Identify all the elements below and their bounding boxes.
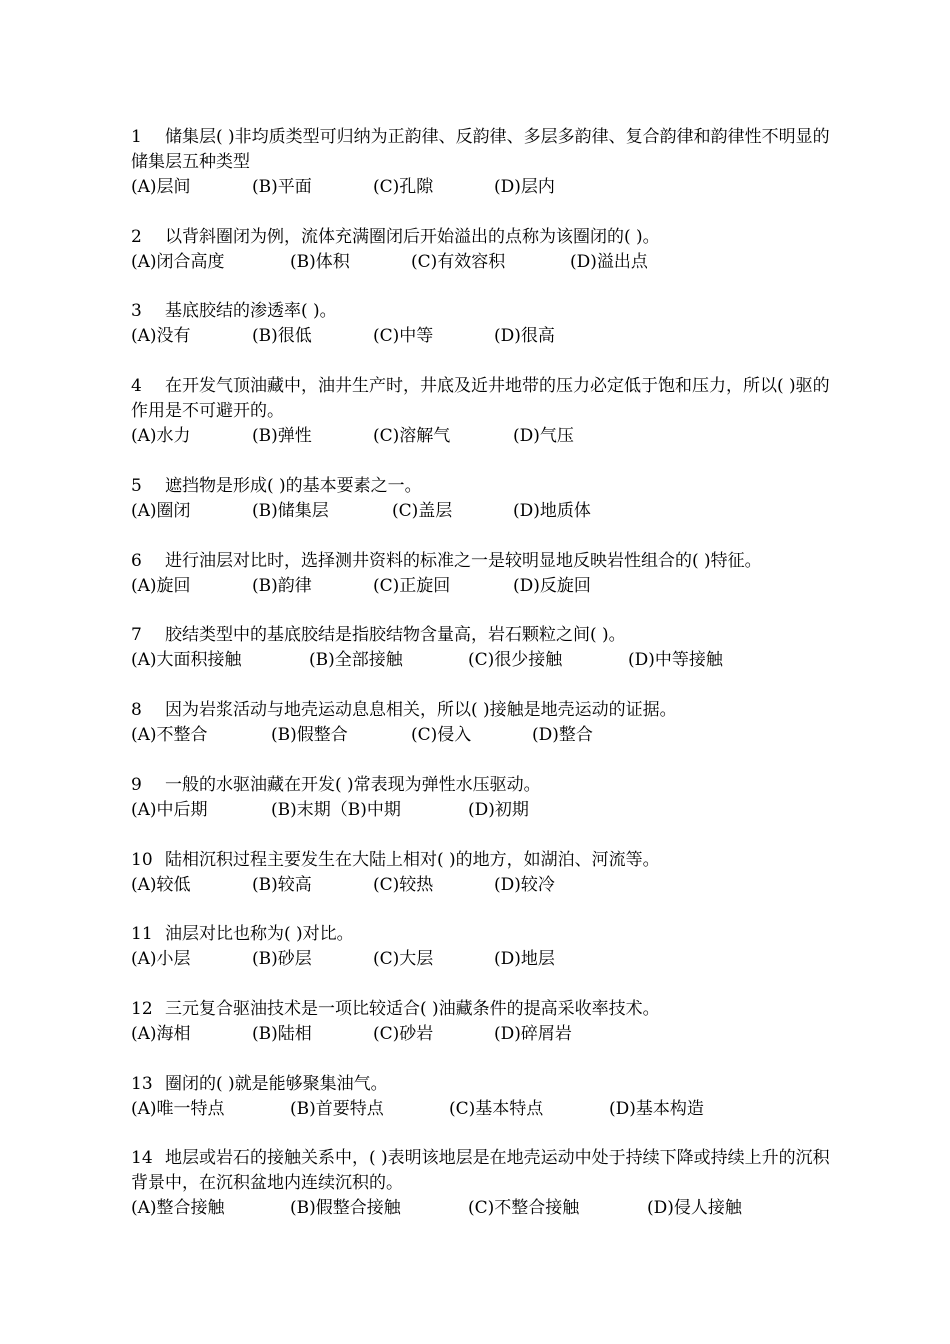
option-c: (C)大层 — [373, 949, 434, 969]
question-text: 储集层( )非均质类型可归纳为正韵律、反韵律、多层多韵律、复合韵律和韵律性不明显的储集层五种类型 — [131, 127, 830, 172]
option-c: (C)盖层 — [392, 501, 453, 521]
question-number: 12 — [131, 999, 153, 1019]
question-text: 地层或岩石的接触关系中，( )表明该地层是在地壳运动中处于持续下降或持续上升的沉积背景中，在沉积盆地内连续沉积的。 — [131, 1148, 830, 1193]
question-text: 因为岩浆活动与地壳运动息息相关，所以( )接触是地壳运动的证据。 — [165, 700, 677, 720]
option-d: (D)中等接触 — [628, 650, 723, 670]
option-c: (C)有效容积 — [411, 252, 506, 272]
question-number: 14 — [131, 1148, 153, 1168]
question-text: 进行油层对比时，选择测井资料的标准之一是较明显地反映岩性组合的( )特征。 — [165, 551, 762, 571]
question-4 — [131, 374, 841, 449]
option-a: (A)海相 — [131, 1024, 191, 1044]
question-number: 7 — [131, 625, 142, 645]
option-c: (C)孔隙 — [373, 177, 434, 197]
option-a: (A)水力 — [131, 426, 191, 446]
option-b: (B)平面 — [252, 177, 312, 197]
option-b: (B)很低 — [252, 326, 312, 346]
question-13 — [131, 1072, 841, 1122]
option-b: (B)弹性 — [252, 426, 312, 446]
question-text: 以背斜圈闭为例，流体充满圈闭后开始溢出的点称为该圈闭的( )。 — [165, 227, 660, 247]
question-12 — [131, 997, 841, 1047]
option-b: (B)较高 — [252, 875, 312, 895]
option-a: (A)圈闭 — [131, 501, 191, 521]
answer-options — [131, 798, 841, 823]
question-stem — [131, 474, 841, 499]
option-a: (A)不整合 — [131, 725, 208, 745]
option-d: (D)气压 — [513, 426, 574, 446]
question-stem — [131, 997, 841, 1022]
answer-options — [131, 574, 841, 599]
option-b: (B)全部接触 — [309, 650, 403, 670]
option-b: (B)韵律 — [252, 576, 312, 596]
option-b: (B)体积 — [290, 252, 350, 272]
option-d: (D)地质体 — [513, 501, 591, 521]
option-c: (C)溶解气 — [373, 426, 451, 446]
question-number: 5 — [131, 476, 142, 496]
question-stem — [131, 848, 841, 873]
option-b: (B)砂层 — [252, 949, 312, 969]
answer-options — [131, 175, 841, 200]
option-d: (D)溢出点 — [570, 252, 648, 272]
question-stem — [131, 1146, 841, 1196]
answer-options — [131, 424, 841, 449]
answer-options — [131, 499, 841, 524]
option-b: (B)陆相 — [252, 1024, 312, 1044]
question-text: 胶结类型中的基底胶结是指胶结物含量高，岩石颗粒之间( )。 — [165, 625, 626, 645]
option-c: (C)较热 — [373, 875, 434, 895]
question-10 — [131, 848, 841, 898]
question-1 — [131, 125, 841, 200]
option-a: (A)唯一特点 — [131, 1099, 225, 1119]
question-3 — [131, 299, 841, 349]
question-8 — [131, 698, 841, 748]
question-text: 在开发气顶油藏中，油井生产时，井底及近井地带的压力必定低于饱和压力，所以( )驱的作用是不可避开的。 — [131, 376, 830, 421]
option-c: (C)正旋回 — [373, 576, 451, 596]
answer-options — [131, 947, 841, 972]
question-stem — [131, 1072, 841, 1097]
question-number: 4 — [131, 376, 142, 396]
option-d: (D)初期 — [468, 800, 529, 820]
question-number: 3 — [131, 301, 142, 321]
option-c: (C)基本特点 — [449, 1099, 544, 1119]
question-stem — [131, 125, 841, 175]
option-b: (B)储集层 — [252, 501, 329, 521]
option-d: (D)反旋回 — [513, 576, 591, 596]
option-a: (A)中后期 — [131, 800, 208, 820]
question-5 — [131, 474, 841, 524]
option-a: (A)整合接触 — [131, 1198, 225, 1218]
option-d: (D)碎屑岩 — [494, 1024, 572, 1044]
answer-options — [131, 723, 841, 748]
option-d: (D)层内 — [494, 177, 555, 197]
question-6 — [131, 549, 841, 599]
question-stem — [131, 374, 841, 424]
answer-options — [131, 648, 841, 673]
question-text: 遮挡物是形成( )的基本要素之一。 — [165, 476, 422, 496]
question-9 — [131, 773, 841, 823]
question-number: 8 — [131, 700, 142, 720]
question-text: 圈闭的( )就是能够聚集油气。 — [165, 1074, 388, 1094]
option-d: (D)侵人接触 — [647, 1198, 742, 1218]
question-number: 11 — [131, 924, 153, 944]
question-14 — [131, 1146, 841, 1221]
question-text: 油层对比也称为( )对比。 — [165, 924, 354, 944]
answer-options — [131, 1196, 841, 1221]
option-d: (D)基本构造 — [609, 1099, 704, 1119]
option-c: (C)砂岩 — [373, 1024, 434, 1044]
answer-options — [131, 873, 841, 898]
answer-options — [131, 324, 841, 349]
question-stem — [131, 698, 841, 723]
question-number: 13 — [131, 1074, 153, 1094]
question-11 — [131, 922, 841, 972]
option-a: (A)较低 — [131, 875, 191, 895]
question-stem — [131, 549, 841, 574]
answer-options — [131, 1097, 841, 1122]
question-stem — [131, 225, 841, 250]
option-b: (B)首要特点 — [290, 1099, 384, 1119]
question-number: 2 — [131, 227, 142, 247]
option-d: (D)很高 — [494, 326, 555, 346]
answer-options — [131, 250, 841, 275]
question-text: 陆相沉积过程主要发生在大陆上相对( )的地方，如湖泊、河流等。 — [165, 850, 660, 870]
question-stem — [131, 922, 841, 947]
option-b: (B)末期（B)中期 — [271, 800, 401, 820]
option-a: (A)没有 — [131, 326, 191, 346]
question-text: 一般的水驱油藏在开发( )常表现为弹性水压驱动。 — [165, 775, 541, 795]
question-number: 10 — [131, 850, 153, 870]
question-2 — [131, 225, 841, 275]
option-d: (D)较冷 — [494, 875, 555, 895]
option-b: (B)假整合接触 — [290, 1198, 401, 1218]
option-d: (D)整合 — [532, 725, 593, 745]
question-stem — [131, 299, 841, 324]
option-d: (D)地层 — [494, 949, 555, 969]
option-a: (A)闭合高度 — [131, 252, 225, 272]
question-stem — [131, 623, 841, 648]
option-a: (A)旋回 — [131, 576, 191, 596]
option-c: (C)不整合接触 — [468, 1198, 580, 1218]
option-c: (C)中等 — [373, 326, 434, 346]
question-stem — [131, 773, 841, 798]
option-b: (B)假整合 — [271, 725, 348, 745]
answer-options — [131, 1022, 841, 1047]
option-a: (A)小层 — [131, 949, 191, 969]
question-number: 1 — [131, 127, 142, 147]
option-a: (A)层间 — [131, 177, 191, 197]
question-text: 基底胶结的渗透率( )。 — [165, 301, 337, 321]
question-text: 三元复合驱油技术是一项比较适合( )油藏条件的提高采收率技术。 — [165, 999, 660, 1019]
option-c: (C)很少接触 — [468, 650, 563, 670]
question-7 — [131, 623, 841, 673]
question-number: 6 — [131, 551, 142, 571]
option-a: (A)大面积接触 — [131, 650, 242, 670]
option-c: (C)侵入 — [411, 725, 472, 745]
question-number: 9 — [131, 775, 142, 795]
